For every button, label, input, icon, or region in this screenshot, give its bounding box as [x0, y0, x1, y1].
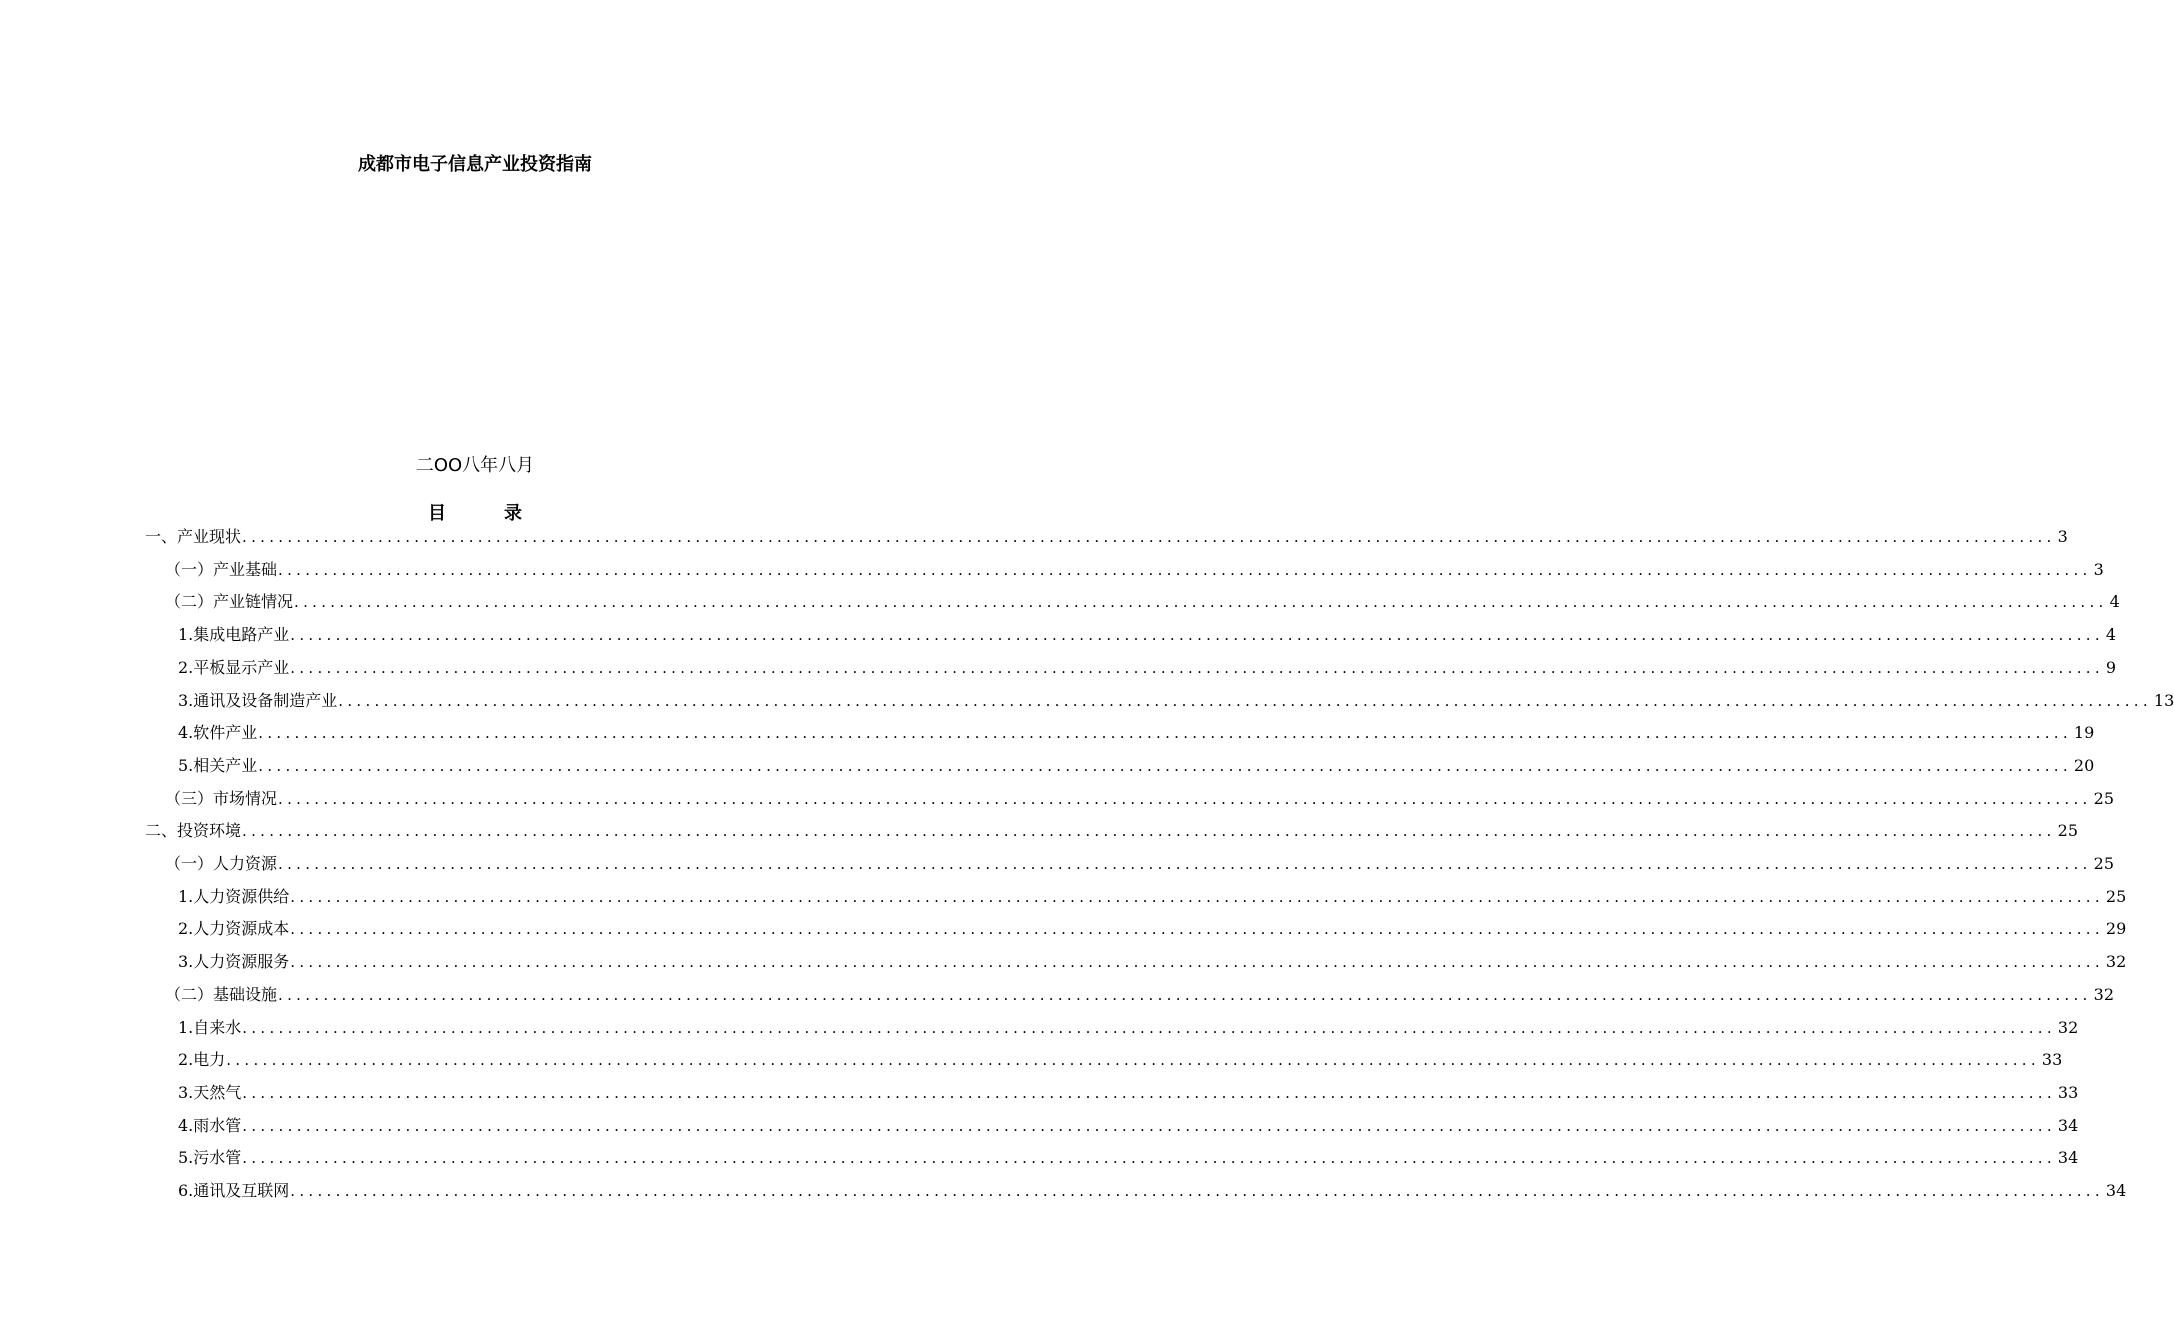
toc-entry[interactable] — [165, 555, 2104, 585]
toc-entry-label: （三）市场情况 — [165, 788, 278, 808]
toc-entry[interactable] — [165, 980, 2114, 1010]
toc-dot-leader: ........................................................................................................................................................................................................ — [258, 724, 2072, 743]
toc-entry-page-number: 34 — [2057, 1148, 2079, 1168]
toc-heading-part2: 录 — [504, 503, 522, 524]
toc-dot-leader: ........................................................................................................................................................................................................ — [258, 756, 2072, 775]
toc-entry[interactable] — [178, 620, 2117, 650]
toc-dot-leader: ........................................................................................................................................................................................................ — [290, 658, 2104, 677]
toc-entry-label: 1.集成电路产业 — [178, 625, 290, 645]
toc-dot-leader: ........................................................................................................................................................................................................ — [290, 920, 2104, 939]
toc-dot-leader: ........................................................................................................................................................................................................ — [242, 1149, 2056, 1168]
toc-dot-leader: ........................................................................................................................................................................................................ — [278, 560, 2092, 579]
toc-dot-leader: ........................................................................................................................................................................................................ — [290, 887, 2104, 906]
toc-entry[interactable] — [178, 1111, 2079, 1141]
toc-dot-leader: ........................................................................................................................................................................................................ — [242, 1018, 2056, 1037]
toc-entry-label: 3.人力资源服务 — [178, 952, 290, 972]
toc-heading-part1: 目 — [428, 503, 446, 524]
toc-entry-page-number: 34 — [2105, 1181, 2127, 1200]
document-date: 二OO八年八月 — [415, 455, 535, 476]
toc-entry[interactable] — [165, 849, 2114, 879]
toc-entry-page-number: 3 — [2093, 559, 2104, 579]
toc-dot-leader: ........................................................................................................................................................................................................ — [290, 1182, 2104, 1200]
toc-entry-label: 4.雨水管 — [178, 1115, 242, 1135]
toc-entry-page-number: 25 — [2105, 886, 2127, 906]
toc-entry-page-number: 25 — [2057, 821, 2078, 841]
toc-entry-label: （一）产业基础 — [165, 559, 278, 579]
toc-entry-label: （二）产业链情况 — [165, 592, 294, 612]
toc-dot-leader: ........................................................................................................................................................................................................ — [242, 1116, 2056, 1135]
toc-dot-leader: ........................................................................................................................................................................................................ — [278, 985, 2092, 1004]
toc-entry-label: 5.相关产业 — [178, 755, 258, 775]
toc-dot-leader: ........................................................................................................................................................................................................ — [242, 528, 2056, 546]
toc-entry-label: 3.天然气 — [178, 1082, 242, 1102]
toc-entry[interactable] — [178, 947, 2127, 977]
toc-entry[interactable] — [178, 1176, 2127, 1206]
toc-entry-page-number: 25 — [2093, 854, 2114, 873]
toc-entry[interactable] — [178, 1143, 2079, 1173]
toc-entry[interactable] — [145, 816, 2078, 846]
toc-entry-label: （一）人力资源 — [165, 854, 278, 873]
toc-entry[interactable] — [165, 784, 2114, 814]
toc-entry[interactable] — [178, 914, 2127, 944]
toc-entry[interactable] — [178, 751, 2095, 781]
toc-entry-page-number: 29 — [2105, 919, 2127, 939]
toc-dot-leader: ........................................................................................................................................................................................................ — [290, 953, 2104, 972]
toc-entry[interactable] — [178, 1045, 2063, 1075]
toc-dot-leader: ........................................................................................................................................................................................................ — [294, 593, 2108, 612]
toc-entry-page-number: 4 — [2109, 592, 2120, 612]
toc-entry-label: 4.软件产业 — [178, 723, 258, 743]
toc-entry-label: 2.人力资源成本 — [178, 919, 290, 939]
document-title: 成都市电子信息产业投资指南 — [358, 154, 592, 175]
toc-entry-page-number: 3 — [2057, 527, 2068, 546]
toc-entry-page-number: 33 — [2041, 1050, 2063, 1070]
toc-entry-label: 2.电力 — [178, 1050, 226, 1070]
toc-entry-label: 二、投资环境 — [145, 821, 242, 841]
toc-entry[interactable] — [178, 718, 2095, 748]
toc-entry-page-number: 32 — [2057, 1017, 2079, 1037]
toc-entry-page-number: 20 — [2073, 755, 2095, 775]
toc-entry-page-number: 33 — [2057, 1082, 2079, 1102]
toc-entry[interactable] — [178, 1078, 2079, 1108]
toc-entry[interactable] — [178, 653, 2117, 683]
toc-dot-leader: ........................................................................................................................................................................................................ — [278, 789, 2092, 808]
toc-entry[interactable] — [165, 587, 2120, 617]
toc-entry[interactable] — [178, 686, 2174, 716]
toc-dot-leader: ........................................................................................................................................................................................................ — [338, 691, 2152, 710]
toc-entry-page-number: 34 — [2057, 1115, 2079, 1135]
toc-dot-leader: ........................................................................................................................................................................................................ — [290, 626, 2104, 645]
toc-entry-page-number: 9 — [2105, 657, 2117, 677]
toc-entry-page-number: 13 — [2153, 690, 2174, 710]
toc-entry-label: 1.自来水 — [178, 1017, 242, 1037]
toc-entry-label: 6.通讯及互联网 — [178, 1181, 290, 1200]
toc-entry[interactable] — [178, 882, 2127, 912]
toc-entry-label: 3.通讯及设备制造产业 — [178, 690, 338, 710]
toc-entry-label: 一、产业现状 — [145, 527, 242, 546]
toc-entry-page-number: 32 — [2105, 952, 2127, 972]
toc-entry-page-number: 32 — [2093, 984, 2114, 1004]
toc-entry[interactable] — [145, 522, 2068, 552]
toc-dot-leader: ........................................................................................................................................................................................................ — [242, 822, 2056, 841]
toc-entry-label: 1.人力资源供给 — [178, 886, 290, 906]
toc-dot-leader: ........................................................................................................................................................................................................ — [278, 855, 2092, 873]
toc-entry-label: （二）基础设施 — [165, 984, 278, 1004]
toc-entry-label: 2.平板显示产业 — [178, 657, 290, 677]
toc-entry-page-number: 25 — [2093, 788, 2114, 808]
toc-entry-label: 5.污水管 — [178, 1148, 242, 1168]
toc-entry[interactable] — [178, 1013, 2079, 1043]
toc-entry-page-number: 4 — [2105, 625, 2117, 645]
toc-entry-page-number: 19 — [2073, 723, 2095, 743]
toc-dot-leader: ........................................................................................................................................................................................................ — [242, 1083, 2056, 1102]
toc-dot-leader: ........................................................................................................................................................................................................ — [226, 1051, 2040, 1070]
